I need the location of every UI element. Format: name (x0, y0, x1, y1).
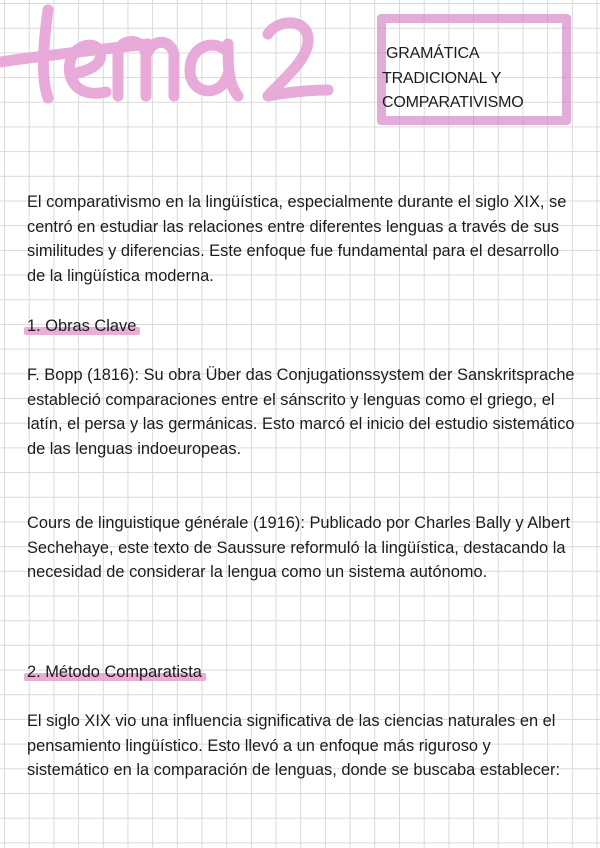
paragraph-bopp: F. Bopp (1816): Su obra Über das Conjugationssystem der Sanskritsprache estableció comparaciones entre el sánscrito y lenguas como el griego, el latín, el persa y las germánicas. Esto marcó el inicio del estudio sistemático de las lenguas indoeuropeas. (27, 366, 575, 459)
title-line-1: GRAMÁTICA (386, 45, 480, 62)
intro-paragraph: El comparativismo en la lingüística, especialmente durante el siglo XIX, se centró en estudiar las relaciones entre diferentes lenguas a través de sus similitudes y diferencias. Este enfoque fue fundamental para el desarrollo de la lingüística moderna. (27, 193, 567, 286)
paragraph-siglo-xix: El siglo XIX vio una influencia significativa de las ciencias naturales en el pensamiento lingüístico. Esto llevó a un enfoque más riguroso y sistemático en la comparación de lenguas, donde se buscaba establecer: (27, 712, 561, 780)
paragraph-cours: Cours de linguistique générale (1916): Publicado por Charles Bally y Albert Sechehaye, este texto de Saussure reformuló la lingüística, destacando la necesidad de considerar la lengua como un sistema autónomo. (27, 514, 571, 582)
handwritten-title-tema-2 (0, 0, 360, 115)
title-box-text (382, 42, 568, 116)
section-heading-metodo-comparatista: 2. Método Comparatista (27, 660, 202, 685)
section-heading-obras-clave: 1. Obras Clave (27, 314, 136, 339)
title-line-3: COMPARATIVISMO (382, 94, 524, 112)
title-line-2: TRADICIONAL Y (382, 69, 502, 87)
